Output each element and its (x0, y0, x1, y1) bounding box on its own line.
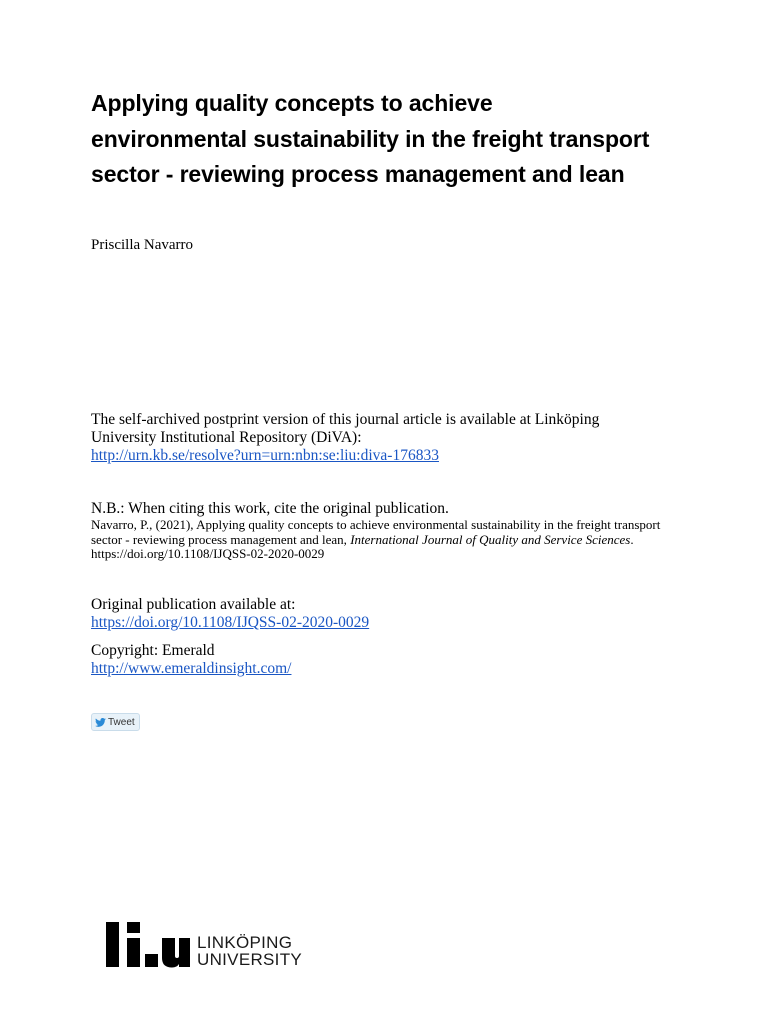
liu-logo-mark (105, 920, 191, 970)
original-publication (91, 596, 369, 632)
citation-text (91, 518, 671, 562)
copyright-label: Copyright: Emerald (91, 642, 215, 659)
citation-doi: . https://doi.org/10.1108/IJQSS-02-2020-0029 (91, 531, 634, 561)
university-name-line1: LINKÖPING (197, 933, 293, 952)
repository-intro-line1: The self-archived postprint version of this journal article is available at Linköping (91, 411, 600, 428)
publisher-link[interactable]: http://www.emeraldinsight.com/ (91, 660, 292, 677)
copyright (91, 642, 291, 678)
repository-notice (91, 411, 691, 465)
diva-link[interactable]: http://urn.kb.se/resolve?urn=urn:nbn:se:liu:diva-176833 (91, 447, 439, 464)
citation-note: N.B.: When citing this work, cite the original publication. (91, 500, 449, 517)
doi-link[interactable]: https://doi.org/10.1108/IJQSS-02-2020-0029 (91, 614, 370, 631)
university-logo (105, 920, 302, 970)
university-name (197, 935, 302, 968)
original-publication-label: Original publication available at: (91, 596, 296, 613)
university-name-line2: UNIVERSITY (197, 949, 303, 969)
citation-journal: International Journal of Quality and Service Sciences (350, 531, 631, 547)
author-name: Priscilla Navarro (91, 237, 194, 253)
citation-main: Navarro, P., (2021), Applying quality concepts to achieve environmental sustainability in the freight transport sector - reviewing process management and lean, (91, 517, 661, 547)
repository-intro-line2: University Institutional Repository (DiVA): (91, 429, 362, 446)
paper-title: Applying quality concepts to achieve environmental sustainability in the freight transport sector - reviewing process management and lean (91, 90, 650, 187)
tweet-button[interactable] (91, 713, 140, 731)
twitter-bird-icon (95, 718, 106, 727)
tweet-label: Tweet (108, 716, 135, 728)
